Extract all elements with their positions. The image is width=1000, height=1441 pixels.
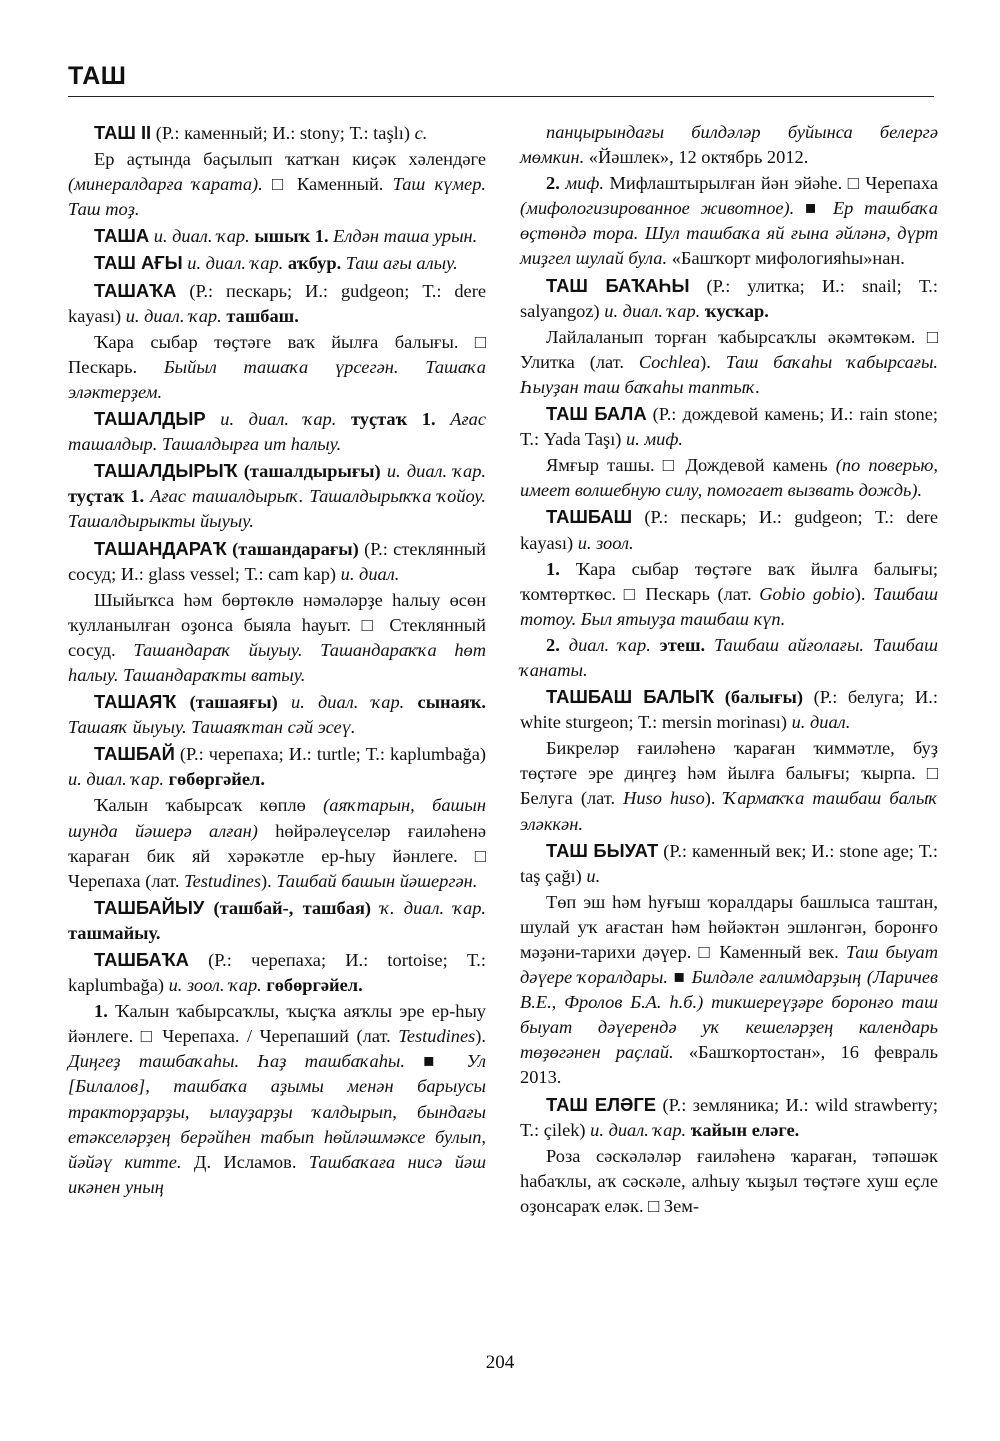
text-run: «Йәшлек», 12 октябрь 2012. bbox=[584, 147, 809, 168]
entry-headword: ТАШБАШ bbox=[546, 506, 633, 528]
text-run: Ҡалын ҡабырсаҡлы, ҡыҫҡа аяҡлы эре ер-һыу йәнлеге. □ Черепаха. / Черепаший (лат. bbox=[68, 1001, 486, 1047]
text-run: ■ bbox=[667, 967, 692, 988]
text-run: и. диал. ҡар. bbox=[182, 253, 288, 274]
text-run: һөйрәлеүселәр ғаиләһенә ҡараған бик яй хәрәкәтле ер-һыу йәнлеге. □ Черепаха (лат. bbox=[68, 820, 486, 891]
text-run: и. диал. ҡар. bbox=[590, 1119, 687, 1140]
text-run: и. зоол. ҡар. bbox=[168, 975, 262, 996]
text-run: Ул [Билалов], ташбаҡа аҙымы менән барыусы тракторҙарҙы, ылауҙарҙы ҡалдырып, бындағы етәкселәрҙең берәйһен табып һөйләшмәксе булып, йәйәү китте. bbox=[68, 1051, 486, 1172]
entry-headword: ТАШ БАЛА bbox=[546, 403, 647, 425]
text-run: Елдән таша урын. bbox=[328, 226, 478, 247]
text-run: аҡбур. bbox=[287, 253, 342, 274]
text-run: туҫтаҡ 1. bbox=[336, 409, 436, 430]
entry-headword: ТАШ ЕЛӘГЕ bbox=[546, 1093, 657, 1115]
text-run: туҫтаҡ 1. bbox=[68, 486, 145, 507]
text-run: Быйыл ташаҡа үрсегән. Ташаҡа эләктерҙем. bbox=[68, 356, 486, 402]
text-run: диал. ҡар. bbox=[559, 634, 651, 655]
dictionary-paragraph bbox=[520, 557, 938, 632]
text-run: ҡусҡар. bbox=[700, 300, 769, 321]
text-run: (ташбай-, ташбая) bbox=[204, 897, 372, 918]
text-run: 2. bbox=[546, 634, 560, 655]
right-column bbox=[520, 120, 938, 1220]
text-run: Ҡара сыбар төҫтәге ваҡ йылға балығы. □ Пескарь. bbox=[68, 331, 486, 377]
text-run: и. миф. bbox=[626, 429, 684, 450]
text-run: ). bbox=[854, 583, 874, 604]
text-run: (минералдарға ҡарата). bbox=[68, 174, 263, 195]
text-run: 1. bbox=[94, 1001, 108, 1022]
text-run: (балығы) bbox=[714, 687, 803, 708]
text-run: Huso huso bbox=[623, 788, 705, 809]
text-run: Бикреләр ғаиләһенә ҡараған ҡиммәтле, буҙ төҫтәге эре диңгеҙ һәм йылға балығы; ҡырпа. □ Белуга (лат. bbox=[520, 738, 938, 809]
dictionary-paragraph bbox=[68, 458, 486, 534]
text-run: (Р.: пескарь; И.: gudgeon; Т.: dere kayası) bbox=[68, 280, 486, 326]
entry-headword: ТАШАЛДЫР bbox=[94, 408, 206, 430]
entry-headword: ТАША bbox=[94, 225, 150, 247]
text-run: Ҡалын ҡабырсаҡ көплө bbox=[94, 795, 324, 816]
dictionary-paragraph bbox=[68, 895, 486, 946]
dictionary-paragraph bbox=[520, 684, 938, 735]
text-run: (по поверью, имеет волшебную силу, помогает вызвать дождь). bbox=[520, 455, 938, 501]
text-run: Ағас ташалдыр. Ташалдырға ит һалыу. bbox=[68, 409, 486, 455]
text-run: ҡ. диал. ҡар. bbox=[371, 897, 487, 918]
text-run: ■ bbox=[794, 198, 833, 219]
entry-headword: ТАШ БЫУАТ bbox=[546, 839, 659, 861]
text-run: Testudines bbox=[184, 870, 262, 891]
dictionary-paragraph bbox=[520, 453, 938, 503]
text-run: Ҡара сыбар төҫтәге ваҡ йылға балығы; ҡомтөрткөс. □ Пескарь (лат. bbox=[520, 558, 938, 604]
text-run: Ағас ташалдырыҡ. Ташалдырыҡҡа ҡойоу. Ташалдырыкты йыуыу. bbox=[68, 486, 486, 532]
text-run: Диңгеҙ ташбаҡаһы. Һаҙ ташбаҡаһы. bbox=[68, 1051, 405, 1072]
text-run: с. bbox=[414, 123, 428, 143]
entry-headword: ТАШБАШ БАЛЫҠ bbox=[546, 686, 715, 708]
text-run: этеш. bbox=[650, 634, 706, 655]
text-run: «Башҡорт мифологияһы»нан. bbox=[667, 248, 905, 269]
text-run: Gobio gobio bbox=[759, 583, 855, 604]
text-run: ышыҡ 1. bbox=[254, 226, 329, 247]
text-run: 1. bbox=[546, 558, 560, 579]
text-run: и. диал. ҡар. bbox=[149, 226, 255, 247]
text-run: Ер аҫтында баҫылып ҡатҡан киҫәк хәлендәге bbox=[94, 149, 486, 170]
dictionary-paragraph bbox=[520, 171, 938, 271]
dictionary-paragraph bbox=[68, 223, 486, 249]
dictionary-paragraph bbox=[68, 250, 486, 276]
left-column bbox=[68, 120, 486, 1201]
dictionary-paragraph bbox=[68, 793, 486, 893]
text-run: ). bbox=[475, 1026, 486, 1047]
text-run: (мифологизированное животное). bbox=[520, 198, 795, 219]
text-run: панцырындағы билдәләр буйынса белергә мөмкин. bbox=[520, 122, 938, 168]
text-run: Мифлаштырылған йән эйәһе. □ Черепаха bbox=[603, 173, 938, 194]
entry-headword: ТАШАЛДЫРЫҠ bbox=[94, 460, 238, 482]
dictionary-paragraph bbox=[520, 120, 938, 170]
text-run: (Р.: каменный; И.: stony; Т.: taşlı) bbox=[151, 123, 415, 143]
text-run: 2. bbox=[546, 173, 560, 194]
dictionary-paragraph bbox=[520, 633, 938, 683]
text-run: и. диал. ҡар. bbox=[277, 692, 405, 713]
text-run: Ер ташбаҡа өҫтөндә тора. Шул ташбаҡа яй ғына әйләнә, дүрт миҙгел шулай була. bbox=[520, 198, 939, 269]
dictionary-paragraph bbox=[520, 1144, 938, 1219]
entry-headword: ТАШБАҠА bbox=[94, 949, 189, 970]
running-head: ТАШ bbox=[68, 62, 127, 90]
dictionary-paragraph bbox=[68, 741, 486, 792]
text-run: Шыйыҡса һәм бөртөклө нәмәләрҙе һалыу өсөн ҡулланылған оҙонса быяла һауыт. □ Стеклянный сосуд. bbox=[68, 589, 486, 660]
text-run: (ташалдырығы) bbox=[237, 461, 381, 482]
text-run: гөбөргәйел. bbox=[164, 769, 265, 790]
entry-headword: ТАШ II bbox=[94, 122, 152, 143]
dictionary-paragraph bbox=[520, 736, 938, 836]
text-run: Д. Исламов. bbox=[181, 1151, 309, 1172]
text-run: Роза сәскәләләр ғаиләһенә ҡараған, тәпәшәк һабаҡлы, аҡ сәскәле, алһыу ҡыҙыл төҫтәге хуш еҫле оҙонсараҡ еләк. □ Зем- bbox=[520, 1145, 938, 1216]
dictionary-paragraph bbox=[68, 120, 486, 146]
text-run: и. диал. ҡар. bbox=[205, 409, 337, 430]
text-run: Ташбаш тотоу. Был ятыуҙа ташбаш күп. bbox=[520, 583, 938, 629]
text-run: «Башҡортостан», 16 февраль 2013. bbox=[520, 1042, 938, 1088]
text-run: (Р.: улитка; И.: snail; Т.: salyangoz) bbox=[520, 275, 938, 321]
entry-headword: ТАШАНДАРАҠ bbox=[94, 537, 227, 559]
text-run: Ташандараҡ йыуыу. Ташандараҡҡа һөт һалыу. Ташандараҡты ватыу. bbox=[68, 639, 487, 685]
dictionary-paragraph bbox=[520, 273, 938, 324]
entry-headword: ТАШБАЙЫУ bbox=[94, 896, 205, 918]
dictionary-paragraph bbox=[520, 504, 938, 555]
text-run: Ташбаш айғолағы. Ташбаш ҡанаты. bbox=[520, 634, 938, 680]
text-run: гөбөргәйел. bbox=[261, 975, 363, 996]
text-run: и. диал. ҡар. bbox=[68, 769, 164, 790]
text-run: и. диал. ҡар. bbox=[125, 305, 222, 326]
text-run: ). bbox=[700, 351, 726, 372]
text-run: (Р.: дождевой камень; И.: rain stone; Т.: Yada Taşı) bbox=[520, 404, 939, 450]
text-run: и. зоол. bbox=[577, 532, 634, 553]
text-run: Ямғыр ташы. □ Дождевой камень bbox=[546, 455, 836, 476]
text-run: ). bbox=[261, 870, 277, 891]
dictionary-paragraph bbox=[68, 999, 486, 1200]
text-run: Таш күмер. Таш тоҙ. bbox=[68, 174, 486, 220]
dictionary-paragraph bbox=[68, 689, 486, 740]
text-run: Ташбай башын йәшергән. bbox=[276, 870, 478, 891]
text-run: Таш быуат дәүере ҡоралдары. bbox=[520, 942, 938, 988]
text-run: Cochlea bbox=[638, 351, 701, 372]
text-run: Төп эш һәм һуғыш ҡоралдары башлыса таштан, шулай уҡ ағастан һәм һөйәктән эшләнгән, боронғо мәҙәни-тарихи дәүер. □ Каменный век. bbox=[520, 891, 938, 962]
dictionary-paragraph bbox=[68, 330, 486, 405]
text-run: и. bbox=[586, 865, 601, 886]
text-run: Билдәле ғалимдарҙың (Ларичев В.Е., Фролов Б.А. һ.б.) тикшереүҙәре боронғо таш быуат дәүерендә уҡ кешеләрҙең календарь төҙөгәнен раҫлай. bbox=[520, 967, 938, 1063]
text-run: Ташаяҡ йыуыу. Ташаяҡтан сәй эсеү. bbox=[68, 717, 356, 738]
text-run: Ташбаҡаға нисә йәш икәнен уның bbox=[68, 1151, 486, 1197]
text-run: (Р.: пескарь; И.: gudgeon; Т.: dere kayası) bbox=[520, 507, 938, 553]
dictionary-paragraph bbox=[520, 838, 938, 889]
text-run: (Р.: черепаха; И.: tortoise; Т.: kaplumbağa) bbox=[68, 950, 486, 996]
dictionary-paragraph bbox=[68, 536, 486, 587]
text-run: Лайлаланып торған ҡабырсаҡлы әкәмтөкәм. □ Улитка (лат. bbox=[520, 326, 938, 372]
text-run: и. диал. ҡар. bbox=[604, 300, 701, 321]
page-number: 204 bbox=[485, 1352, 515, 1373]
text-run: (Р.: каменный век; И.: stone age; Т.: taş çağı) bbox=[520, 840, 938, 886]
dictionary-paragraph bbox=[520, 325, 938, 400]
text-run: Testudines bbox=[398, 1026, 476, 1047]
text-run: ). bbox=[704, 788, 724, 809]
page-header bbox=[68, 62, 934, 91]
dictionary-paragraph bbox=[68, 406, 486, 457]
entry-headword: ТАШБАЙ bbox=[94, 743, 175, 765]
entry-headword: ТАШ АҒЫ bbox=[94, 252, 183, 274]
text-run: (аяҡтарын, башын шунда йәшерә алған) bbox=[68, 795, 486, 841]
text-run: миф. bbox=[559, 173, 604, 194]
text-run: (Р.: черепаха; И.: turtle; Т.: kaplumbağa) bbox=[174, 744, 486, 765]
text-run: Таш баҡаһы ҡабырсағы. Һыуҙан таш баҡаһы таптыҡ. bbox=[520, 351, 938, 397]
text-run: Таш ағы алыу. bbox=[341, 253, 458, 274]
text-run: (ташандарағы) bbox=[226, 538, 359, 559]
dictionary-paragraph bbox=[520, 401, 938, 452]
text-run: ҡайын еләге. bbox=[686, 1119, 800, 1140]
dictionary-paragraph bbox=[68, 147, 486, 222]
text-run: □ Каменный. bbox=[262, 174, 393, 195]
text-run: (Р.: белуга; И.: white sturgeon; Т.: mersin morinası) bbox=[520, 687, 938, 733]
entry-headword: ТАШАҠА bbox=[94, 279, 177, 301]
dictionary-paragraph bbox=[68, 588, 486, 688]
header-rule bbox=[68, 96, 934, 97]
text-run: и. диал. ҡар. bbox=[380, 461, 486, 482]
text-run: сынаяҡ. bbox=[404, 692, 486, 713]
text-run: и. диал. bbox=[340, 563, 400, 584]
entry-headword: ТАШ БАҠАҺЫ bbox=[546, 274, 690, 296]
dictionary-paragraph bbox=[520, 1092, 938, 1143]
text-run: (ташаяғы) bbox=[176, 692, 278, 713]
dictionary-paragraph bbox=[520, 890, 938, 1091]
text-run: ташбаш. bbox=[221, 305, 299, 326]
text-run: (Р.: земляника; И.: wild strawberry; Т.: çilek) bbox=[520, 1094, 938, 1140]
entry-headword: ТАШАЯҠ bbox=[94, 691, 177, 713]
text-run: ташмайыу. bbox=[68, 922, 161, 943]
dictionary-paragraph bbox=[68, 278, 486, 329]
text-run: (Р.: стеклянный сосуд; И.: glass vessel; Т.: cam kap) bbox=[68, 538, 486, 584]
dictionary-paragraph bbox=[68, 947, 486, 998]
text-run: Ҡармаҡҡа ташбаш балыҡ эләккән. bbox=[520, 788, 938, 834]
text-run: ■ bbox=[404, 1051, 467, 1072]
text-run: и. диал. bbox=[791, 712, 851, 733]
